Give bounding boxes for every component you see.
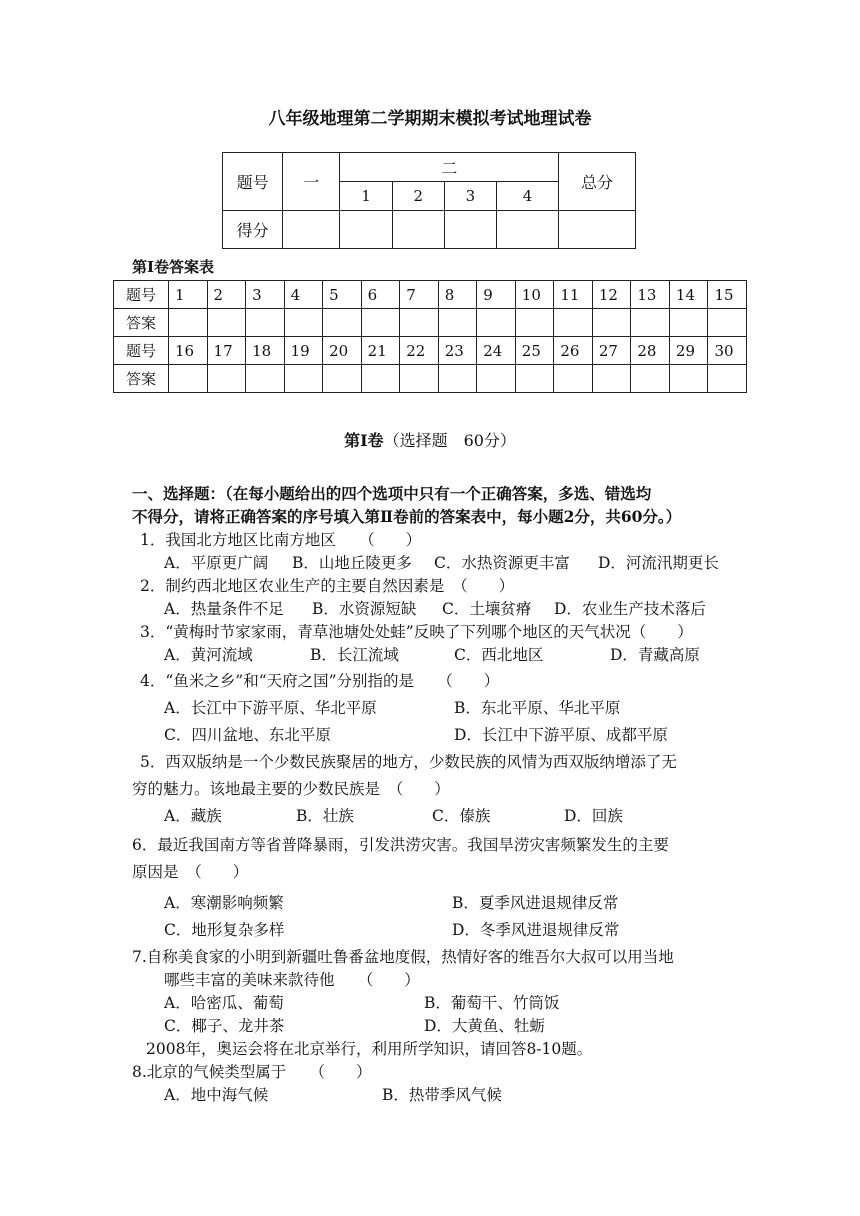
question-number-cell: 26 (554, 337, 593, 365)
question-3: 3．“黄梅时节家家雨，青草池塘处处蛙”反映了下列哪个地区的天气状况（ ） (140, 623, 693, 641)
answer-cell[interactable] (669, 309, 708, 337)
score-row-defen: 得分 (223, 211, 283, 249)
question-number-cell: 19 (284, 337, 323, 365)
answer-cell[interactable] (400, 365, 439, 393)
q7-option-b: B．葡萄干、竹筒饭 (424, 994, 560, 1012)
q2-option-d: D．农业生产技术落后 (554, 600, 706, 618)
answer-cell[interactable] (708, 365, 747, 393)
q6-option-b: B．夏季风进退规律反常 (452, 894, 619, 912)
q4-option-c: C．四川盆地、东北平原 (164, 726, 331, 744)
answer-row-label: 答案 (114, 365, 169, 393)
question-number-cell: 18 (246, 337, 285, 365)
question-number-cell: 13 (631, 281, 670, 309)
question-6-line1: 6．最近我国南方等省普降暴雨，引发洪涝灾害。我国旱涝灾害频繁发生的主要 (132, 836, 669, 854)
q2-option-a: A．热量条件不足 (164, 600, 284, 618)
answer-cell[interactable] (207, 309, 246, 337)
question-number-cell: 14 (669, 281, 708, 309)
answer-cell[interactable] (169, 365, 208, 393)
answer-cell[interactable] (169, 309, 208, 337)
answer-cell[interactable] (554, 365, 593, 393)
answer-cell[interactable] (207, 365, 246, 393)
q1-option-a: A．平原更广阔 (164, 554, 269, 572)
passage-olympics: 2008年，奥运会将在北京举行，利用所学知识，请回答8-10题。 (146, 1040, 593, 1058)
answer-cell[interactable] (246, 365, 285, 393)
question-number-cell: 6 (361, 281, 400, 309)
answer-cell[interactable] (631, 365, 670, 393)
question-number-cell: 8 (438, 281, 477, 309)
score-cell[interactable] (497, 211, 559, 249)
q8-option-b: B．热带季风气候 (382, 1086, 502, 1104)
score-sub-3: 3 (444, 182, 496, 211)
question-5-line1: 5．西双版纳是一个少数民族聚居的地方，少数民族的风情为西双版纳增添了无 (140, 753, 677, 771)
answer-row-label: 题号 (114, 337, 169, 365)
score-sub-2: 2 (392, 182, 444, 211)
question-number-cell: 9 (477, 281, 516, 309)
score-cell[interactable] (392, 211, 444, 249)
question-number-cell: 21 (361, 337, 400, 365)
question-7-line1: 7.自称美食家的小明到新疆吐鲁番盆地度假，热情好客的维吾尔大叔可以用当地 (132, 948, 674, 966)
answer-row-label: 答案 (114, 309, 169, 337)
answer-table (113, 280, 747, 393)
q3-option-a: A．黄河流域 (164, 646, 253, 664)
q3-option-b: B．长江流域 (310, 646, 399, 664)
question-number-cell: 27 (592, 337, 631, 365)
question-number-cell: 11 (554, 281, 593, 309)
q1-option-d: D．河流汛期更长 (598, 554, 719, 572)
question-number-cell: 28 (631, 337, 670, 365)
question-number-cell: 2 (207, 281, 246, 309)
answer-cell[interactable] (284, 309, 323, 337)
q3-option-c: C．西北地区 (454, 646, 544, 664)
page-title: 八年级地理第二学期期末模拟考试地理试卷 (268, 109, 592, 129)
question-number-cell: 22 (400, 337, 439, 365)
question-7-line2: 哪些丰富的美味来款待他 （ ） (164, 971, 420, 989)
question-1: 1．我国北方地区比南方地区 （ ） (140, 531, 422, 549)
answer-cell[interactable] (400, 309, 439, 337)
answer-blank-row (114, 365, 747, 393)
answer-cell[interactable] (323, 365, 362, 393)
question-number-cell: 10 (515, 281, 554, 309)
answer-cell[interactable] (246, 309, 285, 337)
question-number-cell: 12 (592, 281, 631, 309)
question-number-cell: 29 (669, 337, 708, 365)
question-instructions-line2: 不得分，请将正确答案的序号填入第Ⅱ卷前的答案表中，每小题2分，共60分。） (132, 507, 682, 526)
q4-option-b: B．东北平原、华北平原 (454, 699, 621, 717)
answer-cell[interactable] (592, 309, 631, 337)
question-number-cell: 5 (323, 281, 362, 309)
score-sub-4: 4 (497, 182, 559, 211)
question-number-cell: 24 (477, 337, 516, 365)
answer-table-title: 第Ⅰ卷答案表 (132, 258, 215, 276)
answer-cell[interactable] (438, 365, 477, 393)
answer-cell[interactable] (438, 309, 477, 337)
question-number-cell: 23 (438, 337, 477, 365)
answer-row-label: 题号 (114, 281, 169, 309)
q5-option-c: C．傣族 (432, 807, 491, 825)
score-cell[interactable] (283, 211, 340, 249)
q6-option-d: D．冬季风进退规律反常 (452, 921, 620, 939)
answer-cell[interactable] (515, 309, 554, 337)
question-number-cell: 30 (708, 337, 747, 365)
question-number-cell: 20 (323, 337, 362, 365)
answer-cell[interactable] (515, 365, 554, 393)
question-number-cell: 7 (400, 281, 439, 309)
score-header-part2: 二 (340, 153, 559, 182)
score-header-part1: 一 (283, 153, 340, 211)
q5-option-b: B．壮族 (296, 807, 354, 825)
q2-option-c: C．土壤贫瘠 (442, 600, 532, 618)
score-header-total: 总分 (559, 153, 636, 211)
q4-option-a: A．长江中下游平原、华北平原 (164, 699, 377, 717)
score-sub-1: 1 (340, 182, 392, 211)
q3-option-d: D．青藏高原 (610, 646, 700, 664)
q7-option-d: D．大黄鱼、牡蛎 (424, 1017, 545, 1035)
q5-option-d: D．回族 (564, 807, 623, 825)
q5-option-a: A．藏族 (164, 807, 222, 825)
answer-cell[interactable] (361, 309, 400, 337)
answer-cell[interactable] (284, 365, 323, 393)
answer-blank-row (114, 309, 747, 337)
q2-option-b: B．水资源短缺 (312, 600, 417, 618)
score-cell[interactable] (340, 211, 392, 249)
question-8: 8.北京的气候类型属于 （ ） (132, 1063, 372, 1081)
score-cell[interactable] (559, 211, 636, 249)
q1-option-b: B．山地丘陵更多 (292, 554, 412, 572)
q6-option-c: C．地形复杂多样 (164, 921, 285, 939)
q1-option-c: C．水热资源更丰富 (434, 554, 570, 572)
question-number-cell: 15 (708, 281, 747, 309)
answer-cell[interactable] (631, 309, 670, 337)
answer-number-row (114, 281, 747, 309)
q6-option-a: A．寒潮影响频繁 (164, 894, 284, 912)
q8-option-a: A．地中海气候 (164, 1086, 269, 1104)
answer-cell[interactable] (361, 365, 400, 393)
score-cell[interactable] (444, 211, 496, 249)
question-number-cell: 4 (284, 281, 323, 309)
answer-cell[interactable] (477, 309, 516, 337)
question-number-cell: 3 (246, 281, 285, 309)
q7-option-a: A．哈密瓜、葡萄 (164, 994, 284, 1012)
question-number-cell: 17 (207, 337, 246, 365)
q7-option-c: C．椰子、龙井茶 (164, 1017, 285, 1035)
question-2: 2．制约西北地区农业生产的主要自然因素是 （ ） (140, 577, 515, 595)
score-table (222, 152, 636, 249)
answer-cell[interactable] (554, 309, 593, 337)
question-6-line2: 原因是 （ ） (132, 863, 249, 881)
question-instructions-line1: 一、选择题：（在每小题给出的四个选项中只有一个正确答案，多选、错选均 (132, 484, 652, 503)
answer-cell[interactable] (669, 365, 708, 393)
section-title-rest: （选择题 60分） (383, 431, 516, 450)
question-5-line2: 穷的魅力。该地最主要的少数民族是 （ ） (132, 780, 450, 798)
section-title-bold: 第Ⅰ卷 (344, 431, 384, 450)
section-title (0, 428, 860, 451)
question-number-cell: 25 (515, 337, 554, 365)
question-4: 4．“鱼米之乡”和“天府之国”分别指的是 （ ） (140, 672, 500, 690)
question-number-cell: 16 (169, 337, 208, 365)
question-number-cell: 1 (169, 281, 208, 309)
answer-cell[interactable] (708, 309, 747, 337)
answer-cell[interactable] (592, 365, 631, 393)
score-header-tihao: 题号 (223, 153, 283, 211)
answer-cell[interactable] (477, 365, 516, 393)
answer-cell[interactable] (323, 309, 362, 337)
q4-option-d: D．长江中下游平原、成都平原 (454, 726, 668, 744)
answer-number-row (114, 337, 747, 365)
